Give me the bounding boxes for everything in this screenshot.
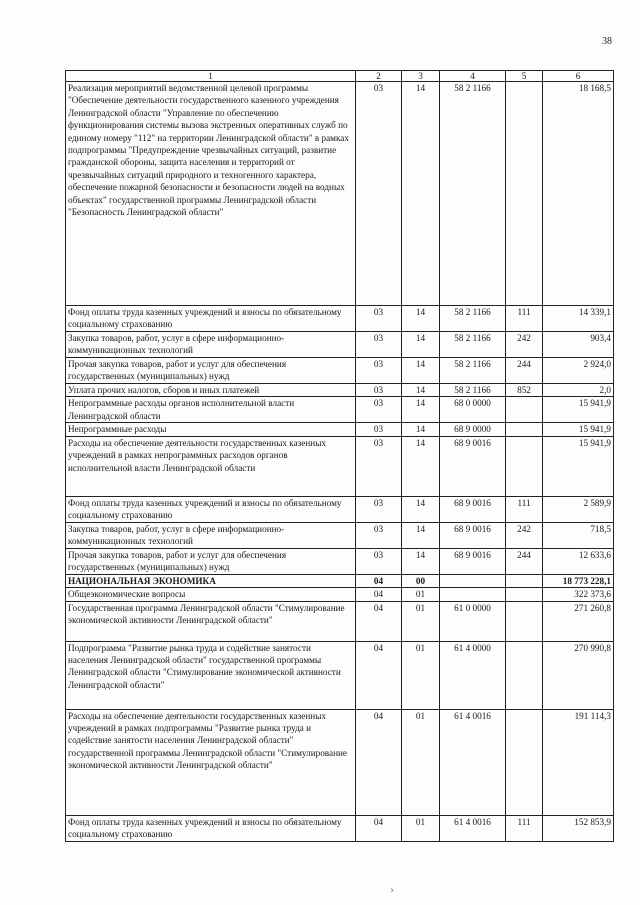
row-name: Уплата прочих налогов, сборов и иных платежей [66, 384, 356, 397]
row-subsection: 14 [402, 306, 440, 332]
row-target-code: 58 2 1166 [440, 384, 506, 397]
row-section: 04 [356, 641, 402, 709]
row-expense-type: 244 [506, 548, 543, 574]
row-expense-type: 242 [506, 522, 543, 548]
header-row [66, 71, 614, 82]
row-target-code [440, 574, 506, 587]
row-name: Прочая закупка товаров, работ и услуг для обеспечения государственных (муниципальных) нужд [66, 548, 356, 574]
row-section: 04 [356, 588, 402, 601]
row-name: Государственная программа Ленинградской области "Стимулирование экономической активности Ленинградской области" [66, 601, 356, 641]
row-expense-type [506, 82, 543, 306]
row-target-code: 61 4 0000 [440, 641, 506, 709]
row-expense-type [506, 423, 543, 436]
header-col-5: 5 [506, 71, 543, 82]
row-name: Непрограммные расходы органов исполнительной власти Ленинградской области [66, 397, 356, 423]
table-row [66, 397, 614, 423]
row-amount: 2 924,0 [543, 358, 614, 384]
table-row [66, 641, 614, 709]
row-expense-type [506, 641, 543, 709]
row-section: 03 [356, 423, 402, 436]
row-target-code: 68 9 0016 [440, 522, 506, 548]
table-row [66, 358, 614, 384]
row-target-code: 61 4 0016 [440, 709, 506, 815]
row-subsection: 14 [402, 548, 440, 574]
row-name: Фонд оплаты труда казенных учреждений и взносы по обязательному социальному страхованию [66, 306, 356, 332]
row-section: 03 [356, 522, 402, 548]
row-target-code: 58 2 1166 [440, 332, 506, 358]
row-amount: 270 990,8 [543, 641, 614, 709]
row-amount: 191 114,3 [543, 709, 614, 815]
row-target-code: 68 9 0016 [440, 548, 506, 574]
row-target-code: 61 0 0000 [440, 601, 506, 641]
table-row [66, 815, 614, 841]
row-subsection: 14 [402, 82, 440, 306]
table-row [66, 496, 614, 522]
header-col-1: 1 [66, 71, 356, 82]
row-amount: 903,4 [543, 332, 614, 358]
row-name: Расходы на обеспечение деятельности государственных казенных учреждений в рамках подпрограммы "Развитие рынка труда и содействие занятости населения Ленинградской области" государственной программы Ленинградской области "Стимулирование экономической активности Ленинградской области" [66, 709, 356, 815]
row-section: 04 [356, 709, 402, 815]
row-section: 03 [356, 548, 402, 574]
row-subsection: 14 [402, 423, 440, 436]
table-row [66, 709, 614, 815]
row-subsection: 01 [402, 709, 440, 815]
row-expense-type: 242 [506, 332, 543, 358]
row-name: Фонд оплаты труда казенных учреждений и взносы по обязательному социальному страхованию [66, 815, 356, 841]
row-expense-type [506, 574, 543, 587]
table-row [66, 574, 614, 587]
row-subsection: 14 [402, 436, 440, 496]
table-row [66, 436, 614, 496]
row-expense-type [506, 588, 543, 601]
row-section: 03 [356, 306, 402, 332]
row-subsection: 14 [402, 384, 440, 397]
row-amount: 152 853,9 [543, 815, 614, 841]
row-section: 03 [356, 496, 402, 522]
row-target-code: 68 9 0000 [440, 423, 506, 436]
row-expense-type [506, 601, 543, 641]
row-subsection: 14 [402, 332, 440, 358]
row-amount: 18 168,5 [543, 82, 614, 306]
table-row [66, 384, 614, 397]
row-section: 03 [356, 82, 402, 306]
header-col-6: 6 [543, 71, 614, 82]
table-row [66, 82, 614, 306]
row-amount: 322 373,6 [543, 588, 614, 601]
row-amount: 15 941,9 [543, 436, 614, 496]
row-name: НАЦИОНАЛЬНАЯ ЭКОНОМИКА [66, 574, 356, 587]
row-expense-type [506, 436, 543, 496]
table-row [66, 548, 614, 574]
row-amount: 14 339,1 [543, 306, 614, 332]
row-section: 04 [356, 601, 402, 641]
row-target-code: 68 9 0016 [440, 496, 506, 522]
table-row [66, 601, 614, 641]
row-subsection: 01 [402, 641, 440, 709]
header-col-2: 2 [356, 71, 402, 82]
row-expense-type: 244 [506, 358, 543, 384]
row-section: 04 [356, 574, 402, 587]
budget-table [65, 70, 614, 842]
row-expense-type: 111 [506, 306, 543, 332]
header-col-3: 3 [402, 71, 440, 82]
row-expense-type [506, 397, 543, 423]
table-row [66, 332, 614, 358]
row-target-code: 61 4 0016 [440, 815, 506, 841]
row-expense-type: 111 [506, 496, 543, 522]
row-expense-type: 111 [506, 815, 543, 841]
row-target-code: 58 2 1166 [440, 358, 506, 384]
row-expense-type [506, 709, 543, 815]
table-row [66, 423, 614, 436]
row-amount: 18 773 228,1 [543, 574, 614, 587]
row-subsection: 14 [402, 397, 440, 423]
row-amount: 15 941,9 [543, 397, 614, 423]
row-name: Общеэкономические вопросы [66, 588, 356, 601]
row-subsection: 01 [402, 588, 440, 601]
row-name: Закупка товаров, работ, услуг в сфере информационно-коммуникационных технологий [66, 332, 356, 358]
header-col-4: 4 [440, 71, 506, 82]
row-section: 03 [356, 358, 402, 384]
row-section: 03 [356, 384, 402, 397]
row-name: Расходы на обеспечение деятельности государственных казенных учреждений в рамках непрограммных расходов органов исполнительной власти Ленинградской области [66, 436, 356, 496]
row-amount: 2 589,9 [543, 496, 614, 522]
row-target-code: 58 2 1166 [440, 306, 506, 332]
scan-artifact-mark: › [390, 882, 394, 896]
row-amount: 2,0 [543, 384, 614, 397]
row-amount: 12 633,6 [543, 548, 614, 574]
row-section: 03 [356, 397, 402, 423]
row-subsection: 14 [402, 522, 440, 548]
row-name: Реализация мероприятий ведомственной целевой программы "Обеспечение деятельности государственного казенного учреждения Ленинградской области "Управление по обеспечению функционирования системы вызова экстренных оперативных служб по единому номеру "112" на территории Ленинградской области" в рамках подпрограммы "Предупреждение чрезвычайных ситуаций, развитие гражданской обороны, защита населения и территорий от чрезвычайных ситуаций природного и техногенного характера, обеспечение пожарной безопасности и безопасности людей на водных объектах" государственной программы Ленинградской области "Безопасность Ленинградской области" [66, 82, 356, 306]
row-subsection: 14 [402, 358, 440, 384]
row-subsection: 01 [402, 601, 440, 641]
row-amount: 718,5 [543, 522, 614, 548]
row-name: Закупка товаров, работ, услуг в сфере информационно-коммуникационных технологий [66, 522, 356, 548]
row-name: Прочая закупка товаров, работ и услуг для обеспечения государственных (муниципальных) нужд [66, 358, 356, 384]
row-amount: 15 941,9 [543, 423, 614, 436]
row-name: Подпрограмма "Развитие рынка труда и содействие занятости населения Ленинградской области" государственной программы Ленинградской области "Стимулирование экономической активности Ленинградской области" [66, 641, 356, 709]
row-name: Фонд оплаты труда казенных учреждений и взносы по обязательному социальному страхованию [66, 496, 356, 522]
row-amount: 271 260,8 [543, 601, 614, 641]
table-row [66, 522, 614, 548]
row-target-code [440, 588, 506, 601]
row-subsection: 14 [402, 496, 440, 522]
row-subsection: 00 [402, 574, 440, 587]
row-target-code: 68 9 0016 [440, 436, 506, 496]
row-target-code: 68 0 0000 [440, 397, 506, 423]
row-section: 03 [356, 332, 402, 358]
table-row [66, 306, 614, 332]
row-section: 03 [356, 436, 402, 496]
row-subsection: 01 [402, 815, 440, 841]
row-section: 04 [356, 815, 402, 841]
row-target-code: 58 2 1166 [440, 82, 506, 306]
table-row [66, 588, 614, 601]
row-name: Непрограммные расходы [66, 423, 356, 436]
row-expense-type: 852 [506, 384, 543, 397]
page-number: 38 [602, 36, 612, 47]
